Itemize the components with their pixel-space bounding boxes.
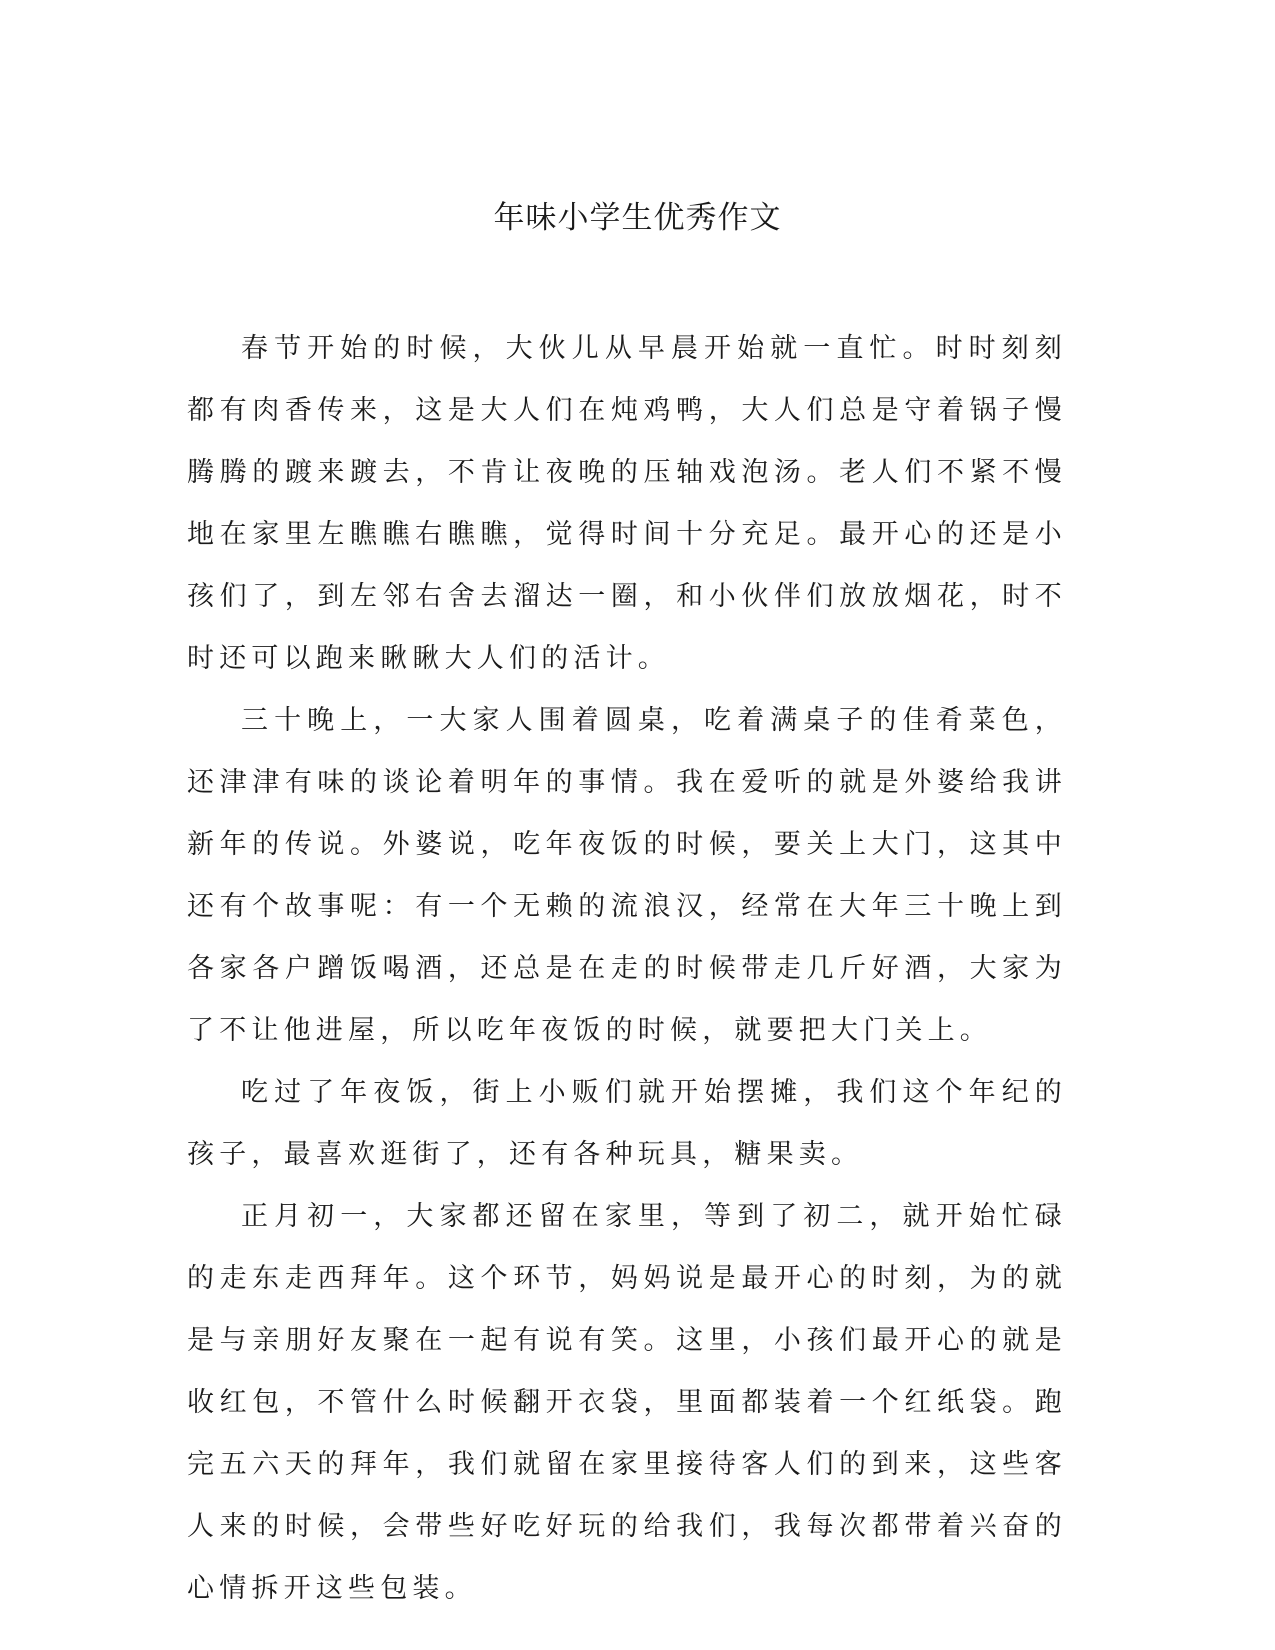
document-body (187, 318, 1067, 1620)
paragraph: 吃过了年夜饭，街上小贩们就开始摆摊，我们这个年纪的孩子，最喜欢逛街了，还有各种玩具，糖果卖。 (187, 1077, 1067, 1170)
paragraph: 三十晚上，一大家人围着圆桌，吃着满桌子的佳肴菜色，还津津有味的谈论着明年的事情。我在爱听的就是外婆给我讲新年的传说。外婆说，吃年夜饭的时候，要关上大门，这其中还有个故事呢：有一个无赖的流浪汉，经常在大年三十晚上到各家各户蹭饭喝酒，还总是在走的时候带走几斤好酒，大家为了不让他进屋，所以吃年夜饭的时候，就要把大门关上。 (187, 705, 1067, 1046)
paragraph: 正月初一，大家都还留在家里，等到了初二，就开始忙碌的走东走西拜年。这个环节，妈妈说是最开心的时刻，为的就是与亲朋好友聚在一起有说有笑。这里，小孩们最开心的就是收红包，不管什么时候翻开衣袋，里面都装着一个红纸袋。跑完五六天的拜年，我们就留在家里接待客人们的到来，这些客人来的时候，会带些好吃好玩的给我们，我每次都带着兴奋的心情拆开这些包装。 (187, 1201, 1067, 1604)
paragraph: 春节开始的时候，大伙儿从早晨开始就一直忙。时时刻刻都有肉香传来，这是大人们在炖鸡鸭，大人们总是守着锅子慢腾腾的踱来踱去，不肯让夜晚的压轴戏泡汤。老人们不紧不慢地在家里左瞧瞧右瞧瞧，觉得时间十分充足。最开心的还是小孩们了，到左邻右舍去溜达一圈，和小伙伴们放放烟花，时不时还可以跑来瞅瞅大人们的活计。 (187, 333, 1067, 674)
document-title: 年味小学生优秀作文 (493, 200, 782, 236)
